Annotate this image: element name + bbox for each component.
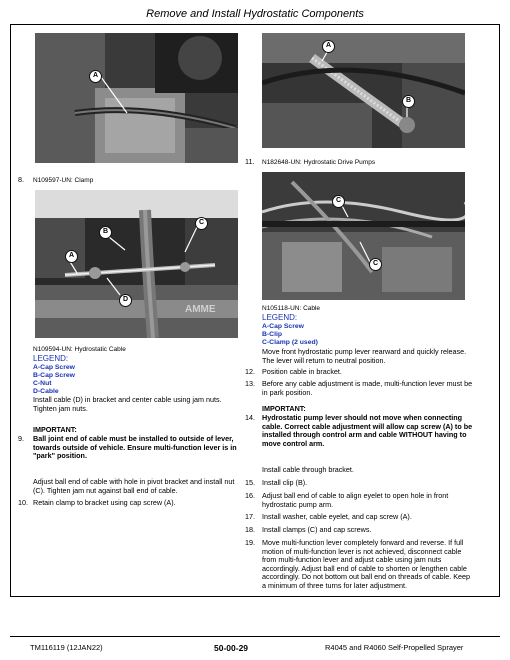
page-header-title: Remove and Install Hydrostatic Components: [146, 8, 364, 20]
step-19-number: 19.: [245, 538, 255, 547]
footer-model: R4045 and R4060 Self-Propelled Sprayer: [325, 643, 464, 652]
step-14-sub-text: Install cable through bracket.: [262, 465, 354, 474]
cable-photo: [262, 172, 465, 300]
fig2-legend-item: D-Cable: [33, 388, 59, 395]
important-label-left: IMPORTANT:: [33, 425, 77, 434]
step-13-text: Before any cable adjustment is made, multi-function lever must be in park position.: [262, 379, 473, 397]
callout-c: C: [195, 217, 208, 230]
step-17-number: 17.: [245, 512, 255, 521]
fig4-legend-item: B-Clip: [262, 331, 283, 338]
step-11-text: Move front hydrostatic pump lever rearward and quickly release. The lever will return to neutral position.: [262, 347, 467, 365]
step-10-number: 10.: [18, 498, 28, 507]
clamp-photo: [35, 33, 238, 163]
step-13-number: 13.: [245, 379, 255, 388]
callout-c-3: C: [369, 258, 382, 271]
callout-a-3: A: [322, 40, 335, 53]
step-16-text: Adjust ball end of cable to align eyelet to open hole in front hydrostatic pump arm.: [262, 491, 449, 509]
callout-b: B: [99, 226, 112, 239]
fig4-legend-item: A-Cap Screw: [262, 323, 304, 330]
step-11-number: 11.: [245, 157, 255, 166]
bottom-frame-line: [10, 596, 500, 597]
step-19-text: Move multi-function lever completely forward and reverse. If full motion of multi-function lever is not achieved, disconnect cable from multi-function lever and adjust cable using jam nuts accordingly. Adjust ball end of cable to shorten or lengthen cable accordingly. Do not bottom out ball end on threads of cable. Keep a minimum of three turns for later adjustment.: [262, 538, 471, 590]
fig1-caption: N109597-UN: Clamp: [33, 177, 94, 184]
callout-a-2: A: [65, 250, 78, 263]
header-rule: [10, 24, 500, 25]
drive-pumps-photo-image: [262, 33, 465, 148]
step-12-number: 12.: [245, 367, 255, 376]
callout-b-2: B: [402, 95, 415, 108]
fig4-caption: N105118-UN: Cable: [262, 305, 321, 312]
step-15-text: Install clip (B).: [262, 478, 308, 487]
fig3-caption: N182648-UN: Hydrostatic Drive Pumps: [262, 159, 376, 166]
fig4-legend-title: LEGEND:: [262, 313, 298, 322]
left-frame-line: [10, 24, 11, 596]
important-label-right: IMPORTANT:: [262, 404, 306, 413]
footer-page-number: 50-00-29: [214, 643, 249, 653]
step-14-number: 14.: [245, 413, 255, 422]
drive-pumps-photo: [262, 33, 465, 148]
step-8-number: 8.: [18, 175, 24, 184]
step-17-text: Install washer, cable eyelet, and cap screw (A).: [262, 512, 412, 521]
clamp-photo-image: [35, 33, 238, 163]
fig4-legend-item: C-Clamp (2 used): [262, 339, 318, 346]
step-14-text: Hydrostatic pump lever should not move when connecting cable. Correct cable adjustment will allow cap screw (A) to be installed through control arm and cable WITHOUT having to move control arm.: [262, 413, 473, 448]
step-9-sub-text: Adjust ball end of cable with hole in pivot bracket and install nut (C). Tighten jam nut against ball end of cable.: [33, 477, 235, 495]
photo-brand-text: AMME: [185, 304, 216, 315]
step-9-number: 9.: [18, 434, 24, 443]
cable-photo-image: [262, 172, 465, 300]
fig2-caption: N109594-UN: Hydrostatic Cable: [33, 346, 126, 353]
hydrostatic-cable-photo: [35, 190, 238, 338]
step-12-text: Position cable in bracket.: [262, 367, 342, 376]
step-16-number: 16.: [245, 491, 255, 500]
fig2-legend-item: C-Nut: [33, 380, 52, 387]
step-15-number: 15.: [245, 478, 255, 487]
step-8-text: Install cable (D) in bracket and center cable using jam nuts. Tighten jam nuts.: [33, 395, 222, 413]
step-18-text: Install clamps (C) and cap screws.: [262, 525, 372, 534]
footer-rule: [10, 636, 500, 637]
step-18-number: 18.: [245, 525, 255, 534]
footer-doc-id: TM116119 (12JAN22): [30, 643, 103, 652]
fig2-legend-item: B-Cap Screw: [33, 372, 75, 379]
hydrostatic-cable-photo-image: [35, 190, 238, 338]
step-9-text: Ball joint end of cable must be installed to outside of lever, towards outside of vehicle. Ensure multi-function lever is in "park" position.: [33, 434, 237, 461]
callout-a: A: [89, 70, 102, 83]
fig2-legend-item: A-Cap Screw: [33, 364, 75, 371]
step-10-text: Retain clamp to bracket using cap screw (A).: [33, 498, 176, 507]
callout-d: D: [119, 294, 132, 307]
fig2-legend-title: LEGEND:: [33, 354, 69, 363]
right-frame-line: [499, 24, 500, 596]
callout-c-2: C: [332, 195, 345, 208]
